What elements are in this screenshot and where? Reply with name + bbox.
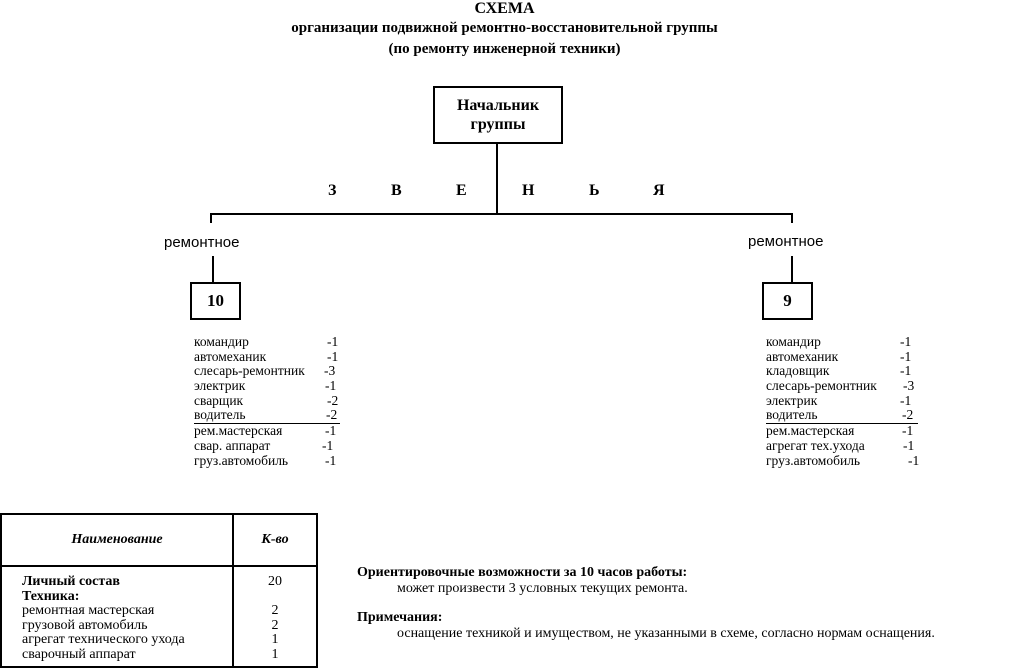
table-names-cell: [1, 566, 233, 667]
list-item: автомеханик -1: [766, 348, 912, 364]
list-item: сварщик -2: [194, 392, 339, 408]
remarks-title: Примечания:: [357, 610, 443, 625]
table-row-qty: 1: [271, 632, 279, 648]
links-letter: Н: [522, 182, 535, 199]
right-bus-drop: [791, 213, 793, 223]
capability-title: Ориентировочные возможности за 10 часов работы:: [357, 565, 688, 580]
remarks-text: оснащение техникой и имуществом, не указанными в схеме, согласно нормам оснащения.: [397, 626, 935, 641]
table-row-qty: 2: [271, 617, 279, 633]
list-item: рем.мастерская -1: [766, 423, 914, 439]
table-row: ремонтная мастерская: [22, 603, 155, 619]
links-letter: Е: [456, 182, 467, 199]
list-item: агрегат тех.ухода -1: [766, 437, 915, 453]
right-unit-list: [766, 335, 926, 468]
list-item: командир -1: [766, 334, 912, 349]
diagram-subtitle-note: (по ремонту инженерной техники): [388, 41, 621, 57]
table-row: грузовой автомобиль: [22, 617, 148, 633]
chief-line2: группы: [470, 116, 526, 133]
links-letter: Ь: [589, 182, 600, 199]
table-row: агрегат технического ухода: [22, 632, 185, 648]
links-bus-line: [210, 213, 793, 215]
left-unit-box: [190, 282, 241, 320]
links-letter: З: [328, 182, 337, 199]
list-item: командир -1: [194, 334, 339, 349]
table-row-qty: 1: [271, 646, 279, 662]
table-header-name: Наименование: [1, 514, 233, 566]
chief-box: [433, 86, 563, 144]
links-letter: В: [391, 182, 402, 199]
list-item: водитель -2: [766, 408, 918, 424]
list-item: автомеханик -1: [194, 348, 339, 364]
list-item: груз.автомобиль -1: [766, 452, 920, 468]
right-unit-label: ремонтное: [748, 233, 824, 250]
list-item: рем.мастерская -1: [194, 423, 337, 439]
summary-table: [0, 513, 318, 668]
chief-line1: Начальник: [456, 97, 540, 114]
list-item: электрик -1: [194, 378, 337, 394]
list-item: слесарь-ремонтник -3: [766, 378, 915, 394]
table-tech-label: Техника:: [22, 588, 80, 604]
right-unit-box: [762, 282, 813, 320]
table-row: сварочный аппарат: [22, 646, 136, 662]
chief-connector: [496, 144, 498, 214]
list-item: груз.автомобиль -1: [194, 452, 337, 468]
right-unit-connector: [791, 256, 793, 283]
diagram-subtitle: организации подвижной ремонтно-восстановительной группы: [291, 20, 718, 36]
left-unit-connector: [212, 256, 214, 283]
left-bus-drop: [210, 213, 212, 223]
left-unit-number: 10: [207, 291, 224, 310]
table-personnel-label: Личный состав: [22, 574, 120, 589]
table-header-qty: К-во: [233, 514, 317, 566]
list-item: электрик -1: [766, 392, 912, 408]
left-unit-list: [194, 335, 344, 468]
list-item: водитель -2: [194, 408, 340, 424]
table-row-qty: 2: [271, 603, 279, 619]
right-unit-number: 9: [783, 291, 792, 310]
table-qty-cell: [233, 566, 317, 667]
capability-text: может произвести 3 условных текущих ремонта.: [397, 581, 688, 596]
list-item: кладовщик -1: [766, 363, 912, 379]
left-unit-label: ремонтное: [164, 234, 240, 251]
table-personnel-qty: 20: [268, 574, 282, 589]
links-letter: Я: [653, 182, 665, 199]
list-item: слесарь-ремонтник -3: [194, 363, 336, 379]
list-item: свар. аппарат -1: [194, 437, 334, 453]
diagram-title: СХЕМА: [474, 0, 535, 17]
